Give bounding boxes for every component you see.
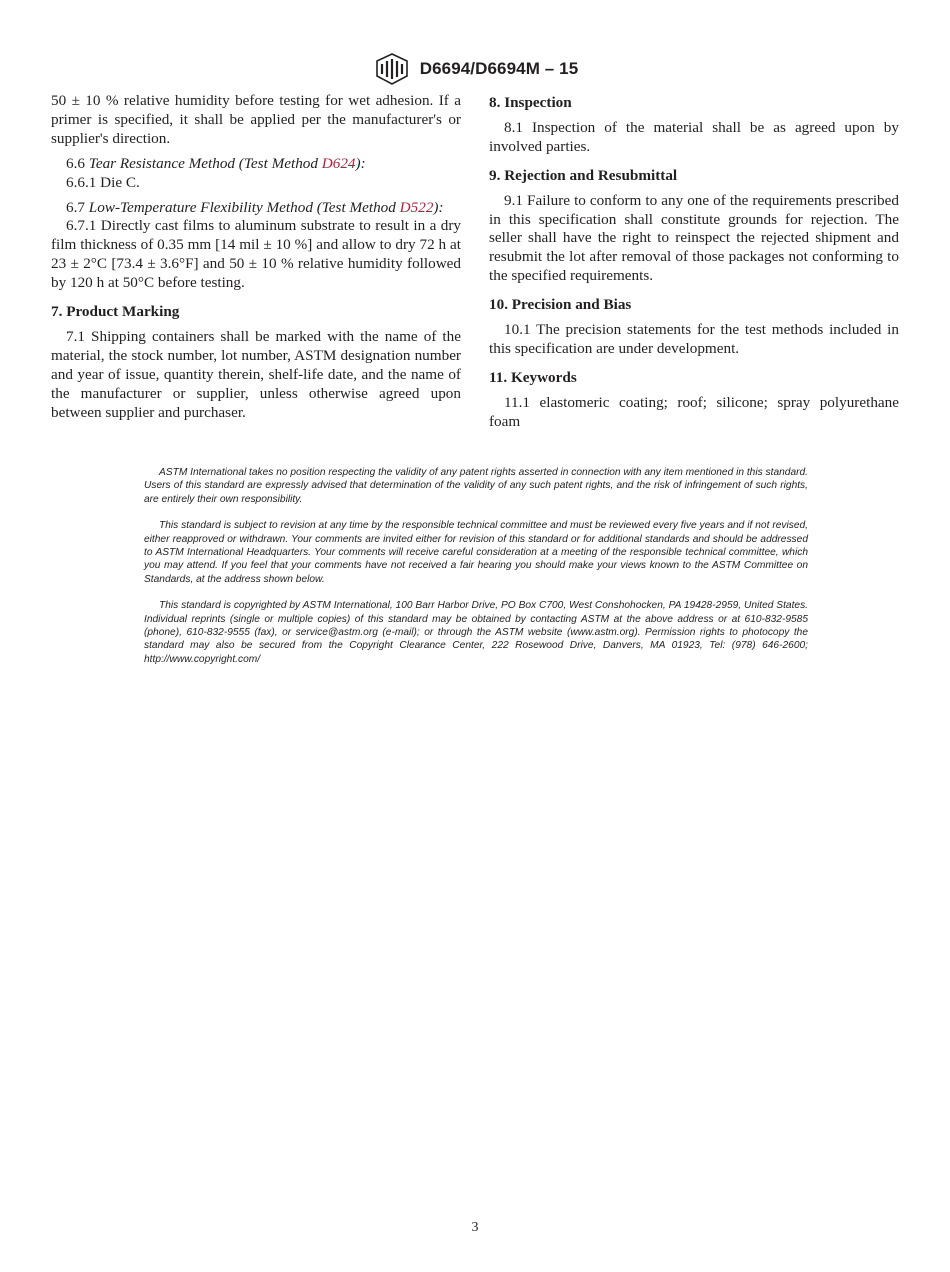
patent-notice: ASTM International takes no position respecting the validity of any patent rights asserted in connection with any item mentioned in this standard. Users of this standard are expressly advised that determination of the validity of any such patent rights, and the risk of infringement of such rights, are entirely their own responsibility. [144,467,808,505]
section-6-6-1: 6.6.1 Die C. [66,173,140,191]
left-column [51,92,461,423]
section-6-7-number: 6.7 [66,198,85,216]
section-6-6-number: 6.6 [66,154,85,172]
section-6-6-title: Tear Resistance Method (Test Method [88,154,318,172]
section-11-1: 11.1 elastomeric coating; roof; silicone; spray polyurethane foam [489,393,899,430]
legal-notices [144,466,808,679]
section-6-7 [51,199,461,218]
page-number: 3 [471,1220,479,1235]
link-d522[interactable]: D522 [399,198,434,216]
heading-inspection: 8. Inspection [489,94,572,111]
section-8-1: 8.1 Inspection of the material shall be as agreed upon by involved parties. [489,118,899,155]
paragraph-continuation: 50 ± 10 % relative humidity before testing for wet adhesion. If a primer is specified, it shall be applied per the manufacturer's or supplier's direction. [51,92,461,147]
section-10-1: 10.1 The precision statements for the test methods included in this specification are under development. [489,321,899,357]
astm-logo-icon [372,52,412,86]
section-6-7-close: ): [433,198,444,216]
section-6-7-1: 6.7.1 Directly cast films to aluminum substrate to result in a dry film thickness of 0.35 mm [14 mil ± 10 %] and allow to dry 72 h at 23 ± 2°C [73.4 ± 3.6°F] and 50 ± 10 % relative humidity followed by 120 h at 50°C before testing. [51,217,461,292]
link-d624[interactable]: D624 [321,154,356,172]
copyright-notice: This standard is copyrighted by ASTM International, 100 Barr Harbor Drive, PO Box C700, West Conshohocken, PA 19428-2959, United States. Individual reprints (single or multiple copies) of this standard may be obtained by contacting ASTM at the above address or at 610-832-9585 (phone), 610-832-9555 (fax), or service@astm.org (e-mail); or through the ASTM website (www.astm.org). Permission rights to photocopy the standard may also be secured from the Copyright Clearance Center, 222 Rosewood Drive, Danvers, MA 01923, Tel: (978) 646-2600; http://www.copyright.com/ [144,600,808,665]
heading-keywords: 11. Keywords [489,368,577,386]
section-7-1: 7.1 Shipping containers shall be marked with the name of the material, the stock number, lot number, ASTM designation number and year of issue, quantity therein, shelf-life date, and the name of the manufacturer or supplier, unless otherwise agreed upon between supplier and purchaser. [51,327,461,421]
section-6-6 [51,155,461,174]
heading-precision-bias: 10. Precision and Bias [489,296,632,314]
page-header [0,52,950,86]
section-6-7-title: Low-Temperature Flexibility Method (Test Method [88,198,396,216]
document-designation: D6694/D6694M – 15 [419,59,579,78]
revision-notice: This standard is subject to revision at any time by the responsible technical committee and must be reviewed every five years and if not revised, either reapproved or withdrawn. Your comments are invited either for revision of this standard or for additional standards and should be addressed to ASTM International Headquarters. Your comments will receive careful consideration at a meeting of the responsible technical committee, which you may attend. If you feel that your comments have not received a fair hearing you should make your views known to the ASTM Committee on Standards, at the address shown below. [144,520,808,585]
right-column [489,92,899,432]
heading-product-marking: 7. Product Marking [51,303,180,321]
section-9-1: 9.1 Failure to conform to any one of the requirements prescribed in this specification shall constitute grounds for rejection. The seller shall have the right to reinspect the rejected shipment and resubmit the lot after removal of those packages not conforming to the specified requirements. [489,191,899,285]
section-6-6-close: ): [355,154,366,172]
heading-rejection-resubmittal: 9. Rejection and Resubmittal [489,166,678,184]
